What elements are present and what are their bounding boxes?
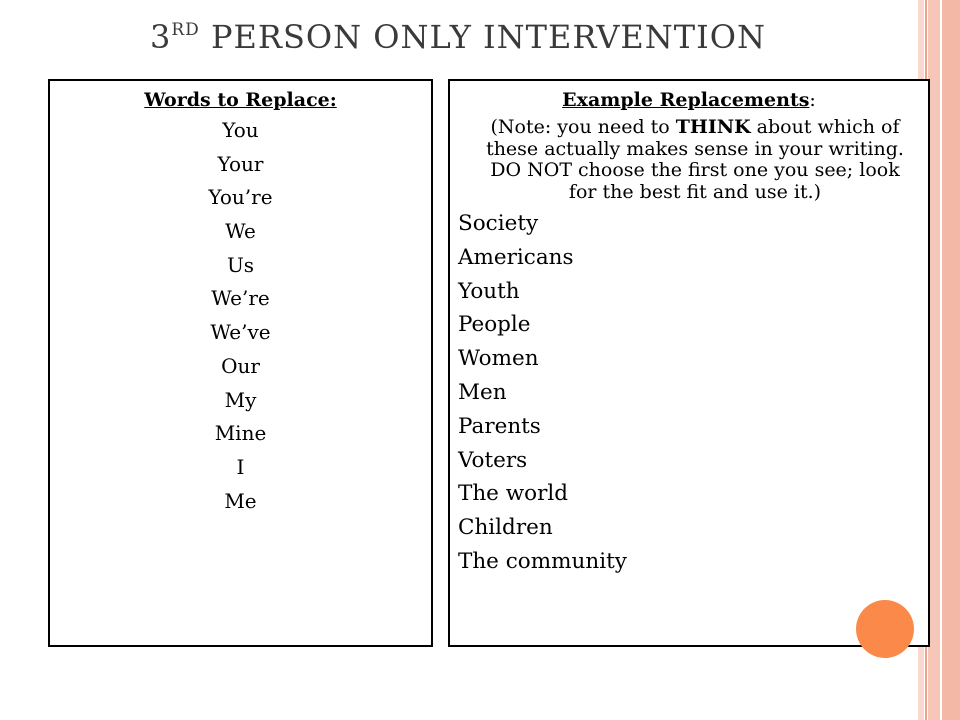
example-replacements-panel bbox=[448, 79, 930, 647]
instruction-note bbox=[480, 117, 910, 203]
replacement-item: The world bbox=[458, 481, 569, 507]
note-text-start: (Note: you need to bbox=[490, 116, 676, 138]
word-item: Mine bbox=[214, 421, 267, 446]
word-item: We’ve bbox=[210, 320, 271, 345]
word-item: I bbox=[236, 454, 245, 479]
word-item: We’re bbox=[211, 286, 270, 311]
word-item: My bbox=[224, 387, 257, 412]
replacement-item: Women bbox=[458, 346, 539, 372]
word-item: Me bbox=[224, 488, 257, 513]
replacement-item: People bbox=[458, 312, 531, 338]
example-replacements-heading bbox=[450, 89, 928, 111]
decorative-stripe bbox=[942, 0, 960, 720]
replacement-item: Parents bbox=[458, 413, 541, 439]
word-item: Your bbox=[217, 151, 264, 176]
words-list bbox=[50, 114, 431, 518]
replacements-list bbox=[458, 207, 928, 579]
replacement-item: Children bbox=[458, 515, 553, 541]
words-to-replace-panel bbox=[48, 79, 433, 647]
word-item: Us bbox=[226, 252, 255, 277]
word-item: Our bbox=[221, 353, 260, 378]
replacement-item: Americans bbox=[458, 244, 574, 270]
word-item: We bbox=[225, 219, 256, 244]
word-item: You’re bbox=[208, 185, 273, 210]
title-text: PERSON ONLY INTERVENTION bbox=[199, 18, 766, 56]
replacement-item: Youth bbox=[458, 278, 520, 304]
word-item: You bbox=[222, 118, 259, 142]
replacement-item: Society bbox=[458, 211, 539, 236]
title-superscript: RD bbox=[171, 20, 200, 40]
note-text-end: about which of these actually makes sense in your writing. DO NOT choose the first one you see; look for the best fit and use it.) bbox=[486, 116, 904, 203]
decorative-circle bbox=[856, 600, 914, 658]
heading-text: Example Replacements bbox=[562, 89, 810, 111]
note-emphasis: THINK bbox=[675, 116, 751, 138]
replacement-item: Men bbox=[458, 379, 507, 405]
words-to-replace-heading: Words to Replace: bbox=[144, 89, 337, 111]
replacement-item: Voters bbox=[458, 447, 528, 473]
title-number: 3 bbox=[150, 18, 172, 56]
heading-suffix: : bbox=[809, 89, 816, 111]
slide-title bbox=[150, 18, 766, 56]
replacement-item: The community bbox=[458, 548, 627, 574]
